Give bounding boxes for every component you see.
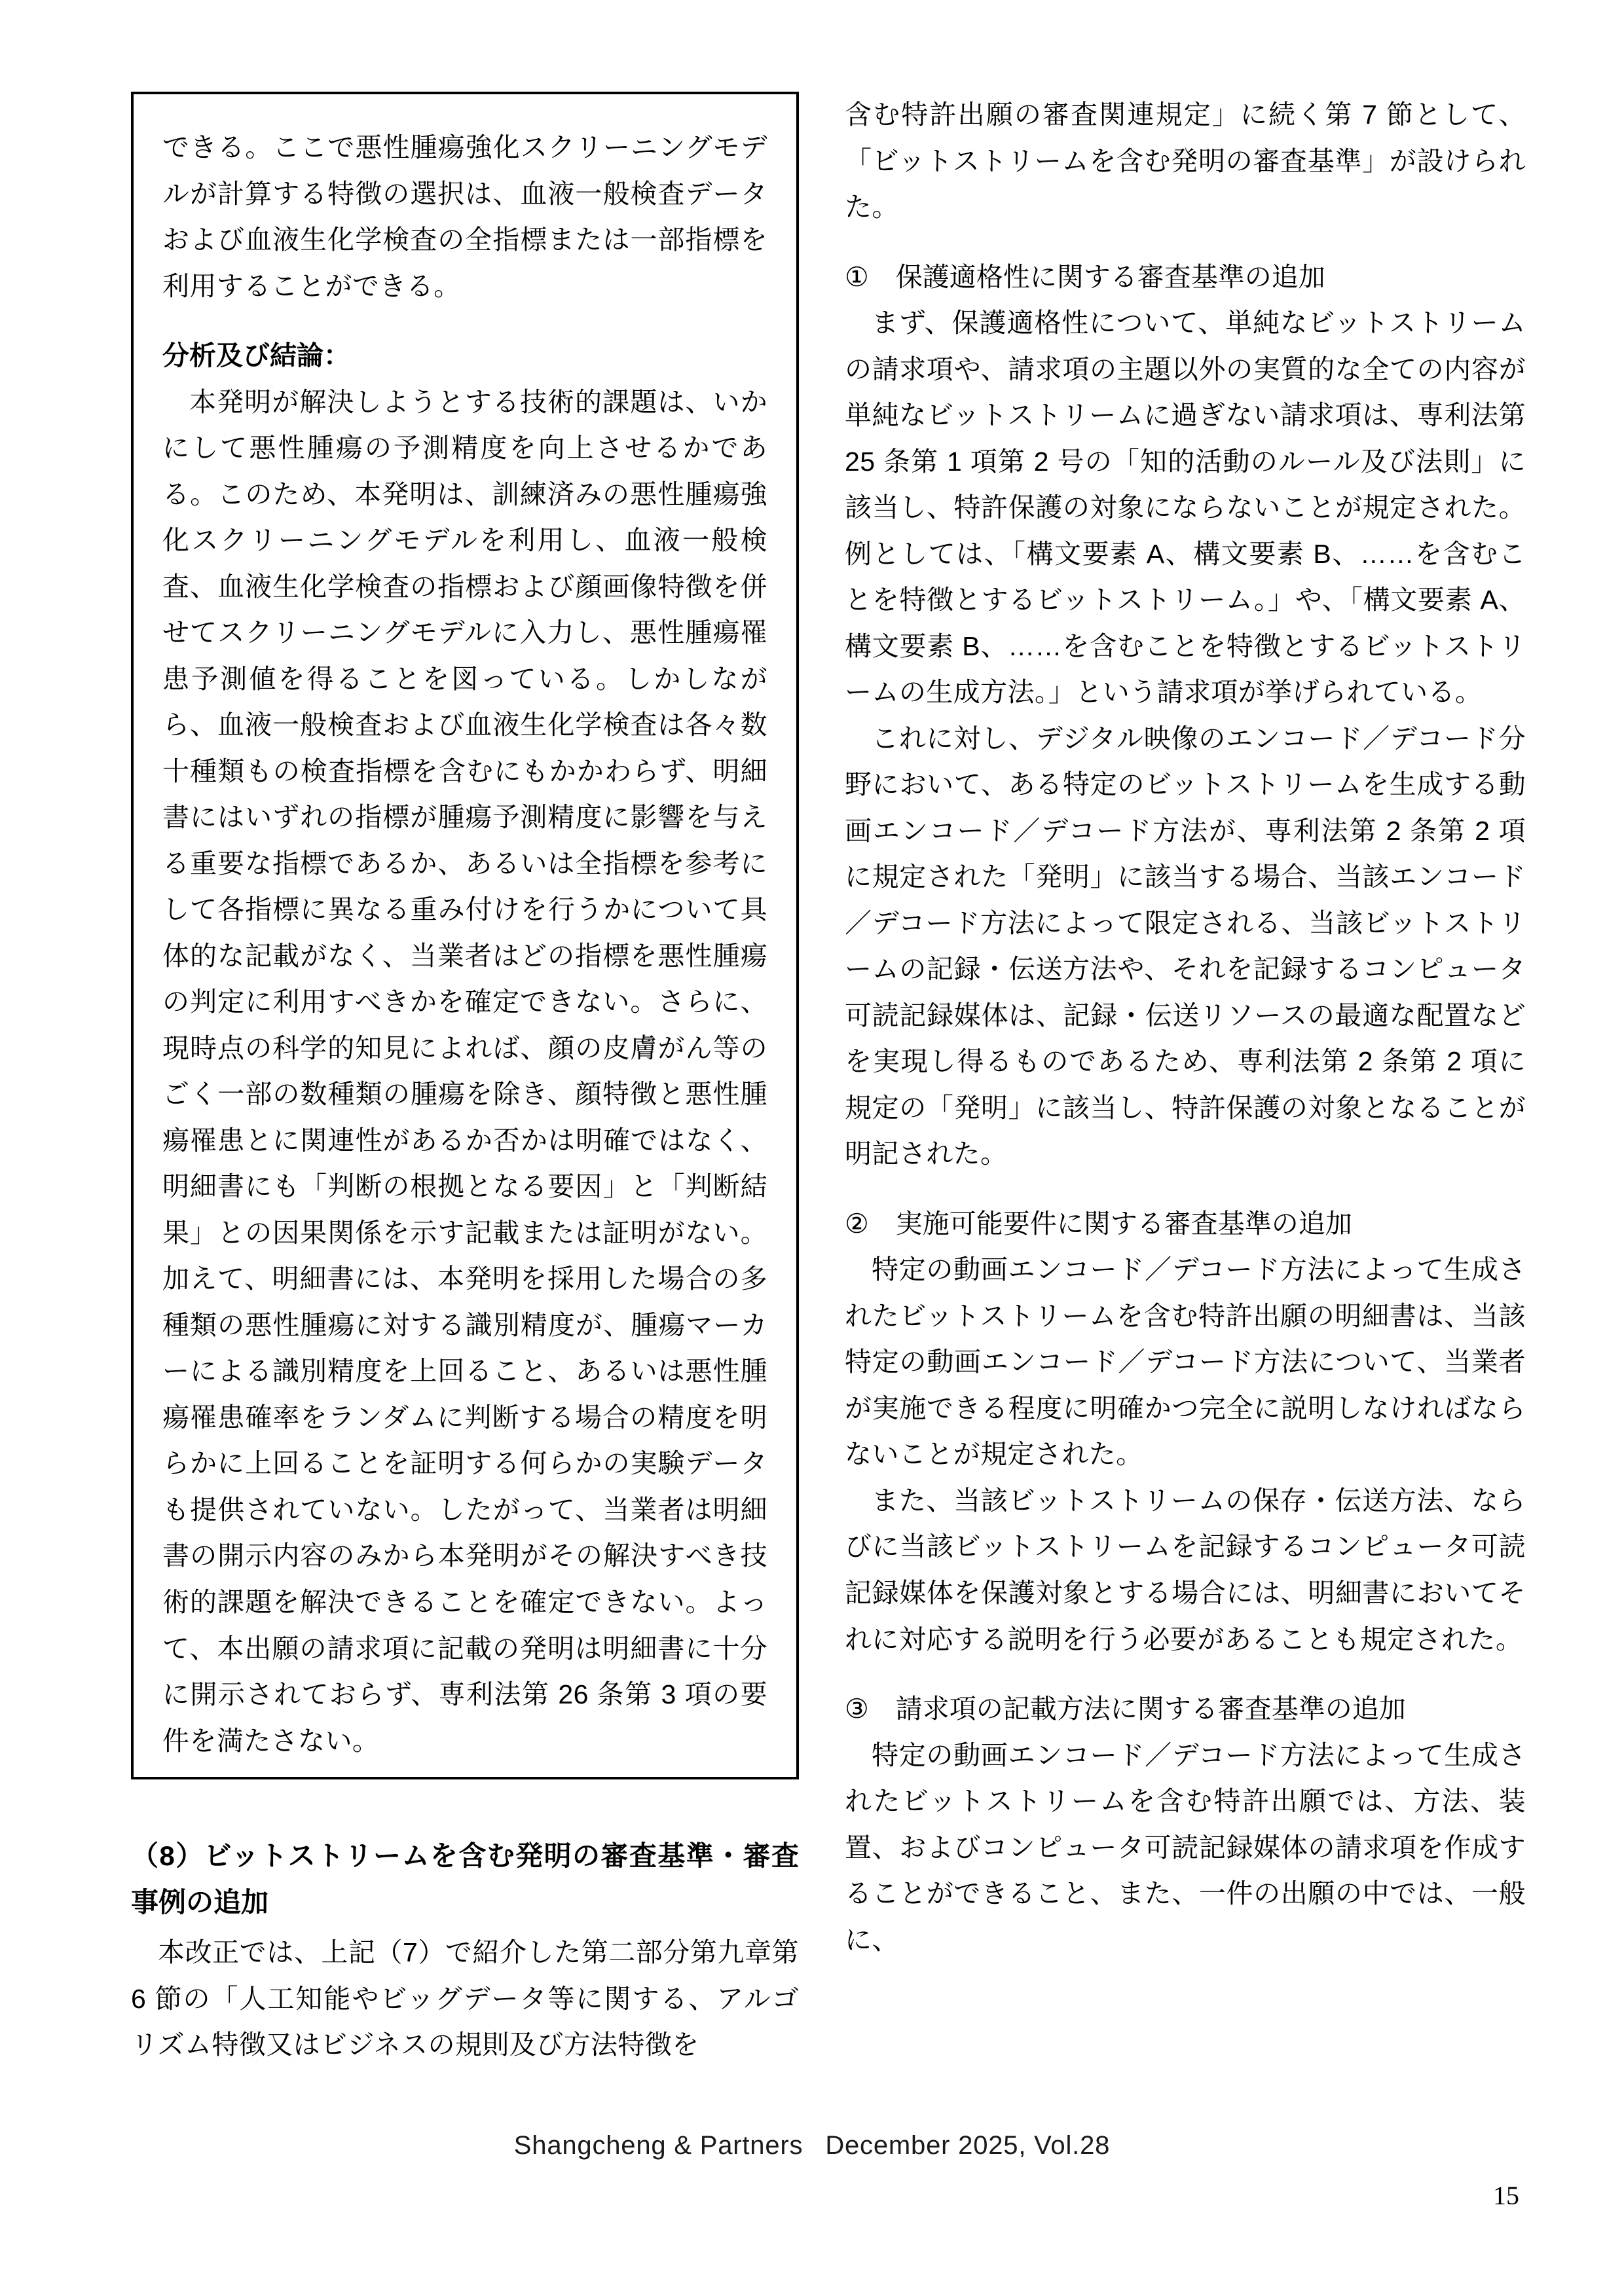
subsection-heading-3: ③ 請求項の記載方法に関する審査基準の追加 <box>845 1694 1406 1724</box>
quote-paragraph-1: できる。ここで悪性腫瘍強化スクリーニングモデルが計算する特徴の選択は、血液一般検査データおよび血液生化学検査の全指標または一部指標を利用することができる。 <box>162 132 767 301</box>
subsection-2-paragraph-2: また、当該ビットストリームの保存・伝送方法、ならびに当該ビットストリームを記録するコンピュータ可読記録媒体を保護対象とする場合には、明細書においてそれに対応する説明を行う必要があることも規定された。 <box>845 1485 1526 1654</box>
subsection-2-paragraph-1: 特定の動画エンコード／デコード方法によって生成されたビットストリームを含む特許出願の明細書は、当該特定の動画エンコード／デコード方法について、当業者が実施できる程度に明確かつ完全に説明しなければならないことが規定された。 <box>845 1254 1526 1470</box>
right-column <box>845 92 1526 1963</box>
left-column-section <box>131 1833 799 2068</box>
subsection-1-paragraph-2: これに対し、デジタル映像のエンコード／デコード分野において、ある特定のビットストリームを生成する動画エンコード／デコード方法が、専利法第 2 条第 2 項に規定された「発明」に該当する場合、当該エンコード／デコード方法によって限定される、当該ビットストリームの記録・伝送方法や、それを記録するコンピュータ可読記録媒体は、記録・伝送リソースの最適な配置などを実現し得るものであるため、専利法第 2 条第 2 項に規定の「発明」に該当し、特許保護の対象となることが明記された。 <box>845 723 1526 1169</box>
analysis-heading: 分析及び結論： <box>162 340 350 371</box>
quoted-case-box <box>131 92 799 1779</box>
footer-issue: December 2025, Vol.28 <box>825 2131 1111 2160</box>
subsection-heading-2: ② 実施可能要件に関する審査基準の追加 <box>845 1208 1352 1239</box>
analysis-paragraph-1: 本発明が解決しようとする技術的課題は、いかにして悪性腫瘍の予測精度を向上させるかである。このため、本発明は、訓練済みの悪性腫瘍強化スクリーニングモデルを利用し、血液一般検査、血液生化学検査の指標および顔画像特徴を併せてスクリーニングモデルに入力し、悪性腫瘍罹患予測値を得ることを図っている。しかしながら、血液一般検査および血液生化学検査は各々数十種類もの検査指標を含むにもかかわらず、明細書にはいずれの指標が腫瘍予測精度に影響を与える重要な指標であるか、あるいは全指標を参考にして各指標に異なる重み付けを行うかについて具体的な記載がなく、当業者はどの指標を悪性腫瘍の判定に利用すべきかを確定できない。さらに、現時点の科学的知見によれば、顔の皮膚がん等のごく一部の数種類の腫瘍を除き、顔特徴と悪性腫瘍罹患とに関連性があるか否かは明確ではなく、明細書にも「判断の根拠となる要因」と「判断結果」との因果関係を示す記載または証明がない。加えて、明細書には、本発明を採用した場合の多種類の悪性腫瘍に対する識別精度が、腫瘍マーカーによる識別精度を上回ること、あるいは悪性腫瘍罹患確率をランダムに判断する場合の精度を明らかに上回ることを証明する何らかの実験データも提供されていない。したがって、当業者は明細書の開示内容のみから本発明がその解決すべき技術的課題を解決できることを確定できない。よって、本出願の請求項に記載の発明は明細書に十分に開示されておらず、専利法第 26 条第 3 項の要件を満たさない。 <box>162 386 767 1756</box>
section-body-paragraph: 本改正では、上記（7）で紹介した第二部分第九章第 6 節の「人工知能やビッグデータ等に関する、アルゴリズム特徴又はビジネスの規則及び方法特徴を <box>131 1937 799 2060</box>
subsection-heading-1: ① 保護適格性に関する審査基準の追加 <box>845 261 1325 292</box>
continuation-paragraph: 含む特許出願の審査関連規定」に続く第 7 節として、「ビットストリームを含む発明の審査基準」が設けられた。 <box>845 100 1526 223</box>
footer-firm-name: Shangcheng & Partners <box>513 2131 803 2160</box>
section-title-8: （8）ビットストリームを含む発明の審査基準・審査事例の追加 <box>131 1840 799 1918</box>
page-number: 15 <box>1493 2181 1519 2210</box>
page-footer <box>0 2131 1624 2160</box>
subsection-1-paragraph-1: まず、保護適格性について、単純なビットストリームの請求項や、請求項の主題以外の実質的な全ての内容が単純なビットストリームに過ぎない請求項は、専利法第 25 条第 1 項第 2 号の「知的活動のルール及び法則」に該当し、特許保護の対象にならないことが規定された。例としては、「構文要素 A、構文要素 B、……を含むことを特徴とするビットストリーム。」や、「構文要素 A、構文要素 B、……を含むことを特徴とするビットストリームの生成方法。」という請求項が挙げられている。 <box>845 308 1526 708</box>
subsection-3-paragraph-1: 特定の動画エンコード／デコード方法によって生成されたビットストリームを含む特許出願では、方法、装置、およびコンピュータ可読記録媒体の請求項を作成することができること、また、一件の出願の中では、一般に、 <box>845 1740 1526 1955</box>
